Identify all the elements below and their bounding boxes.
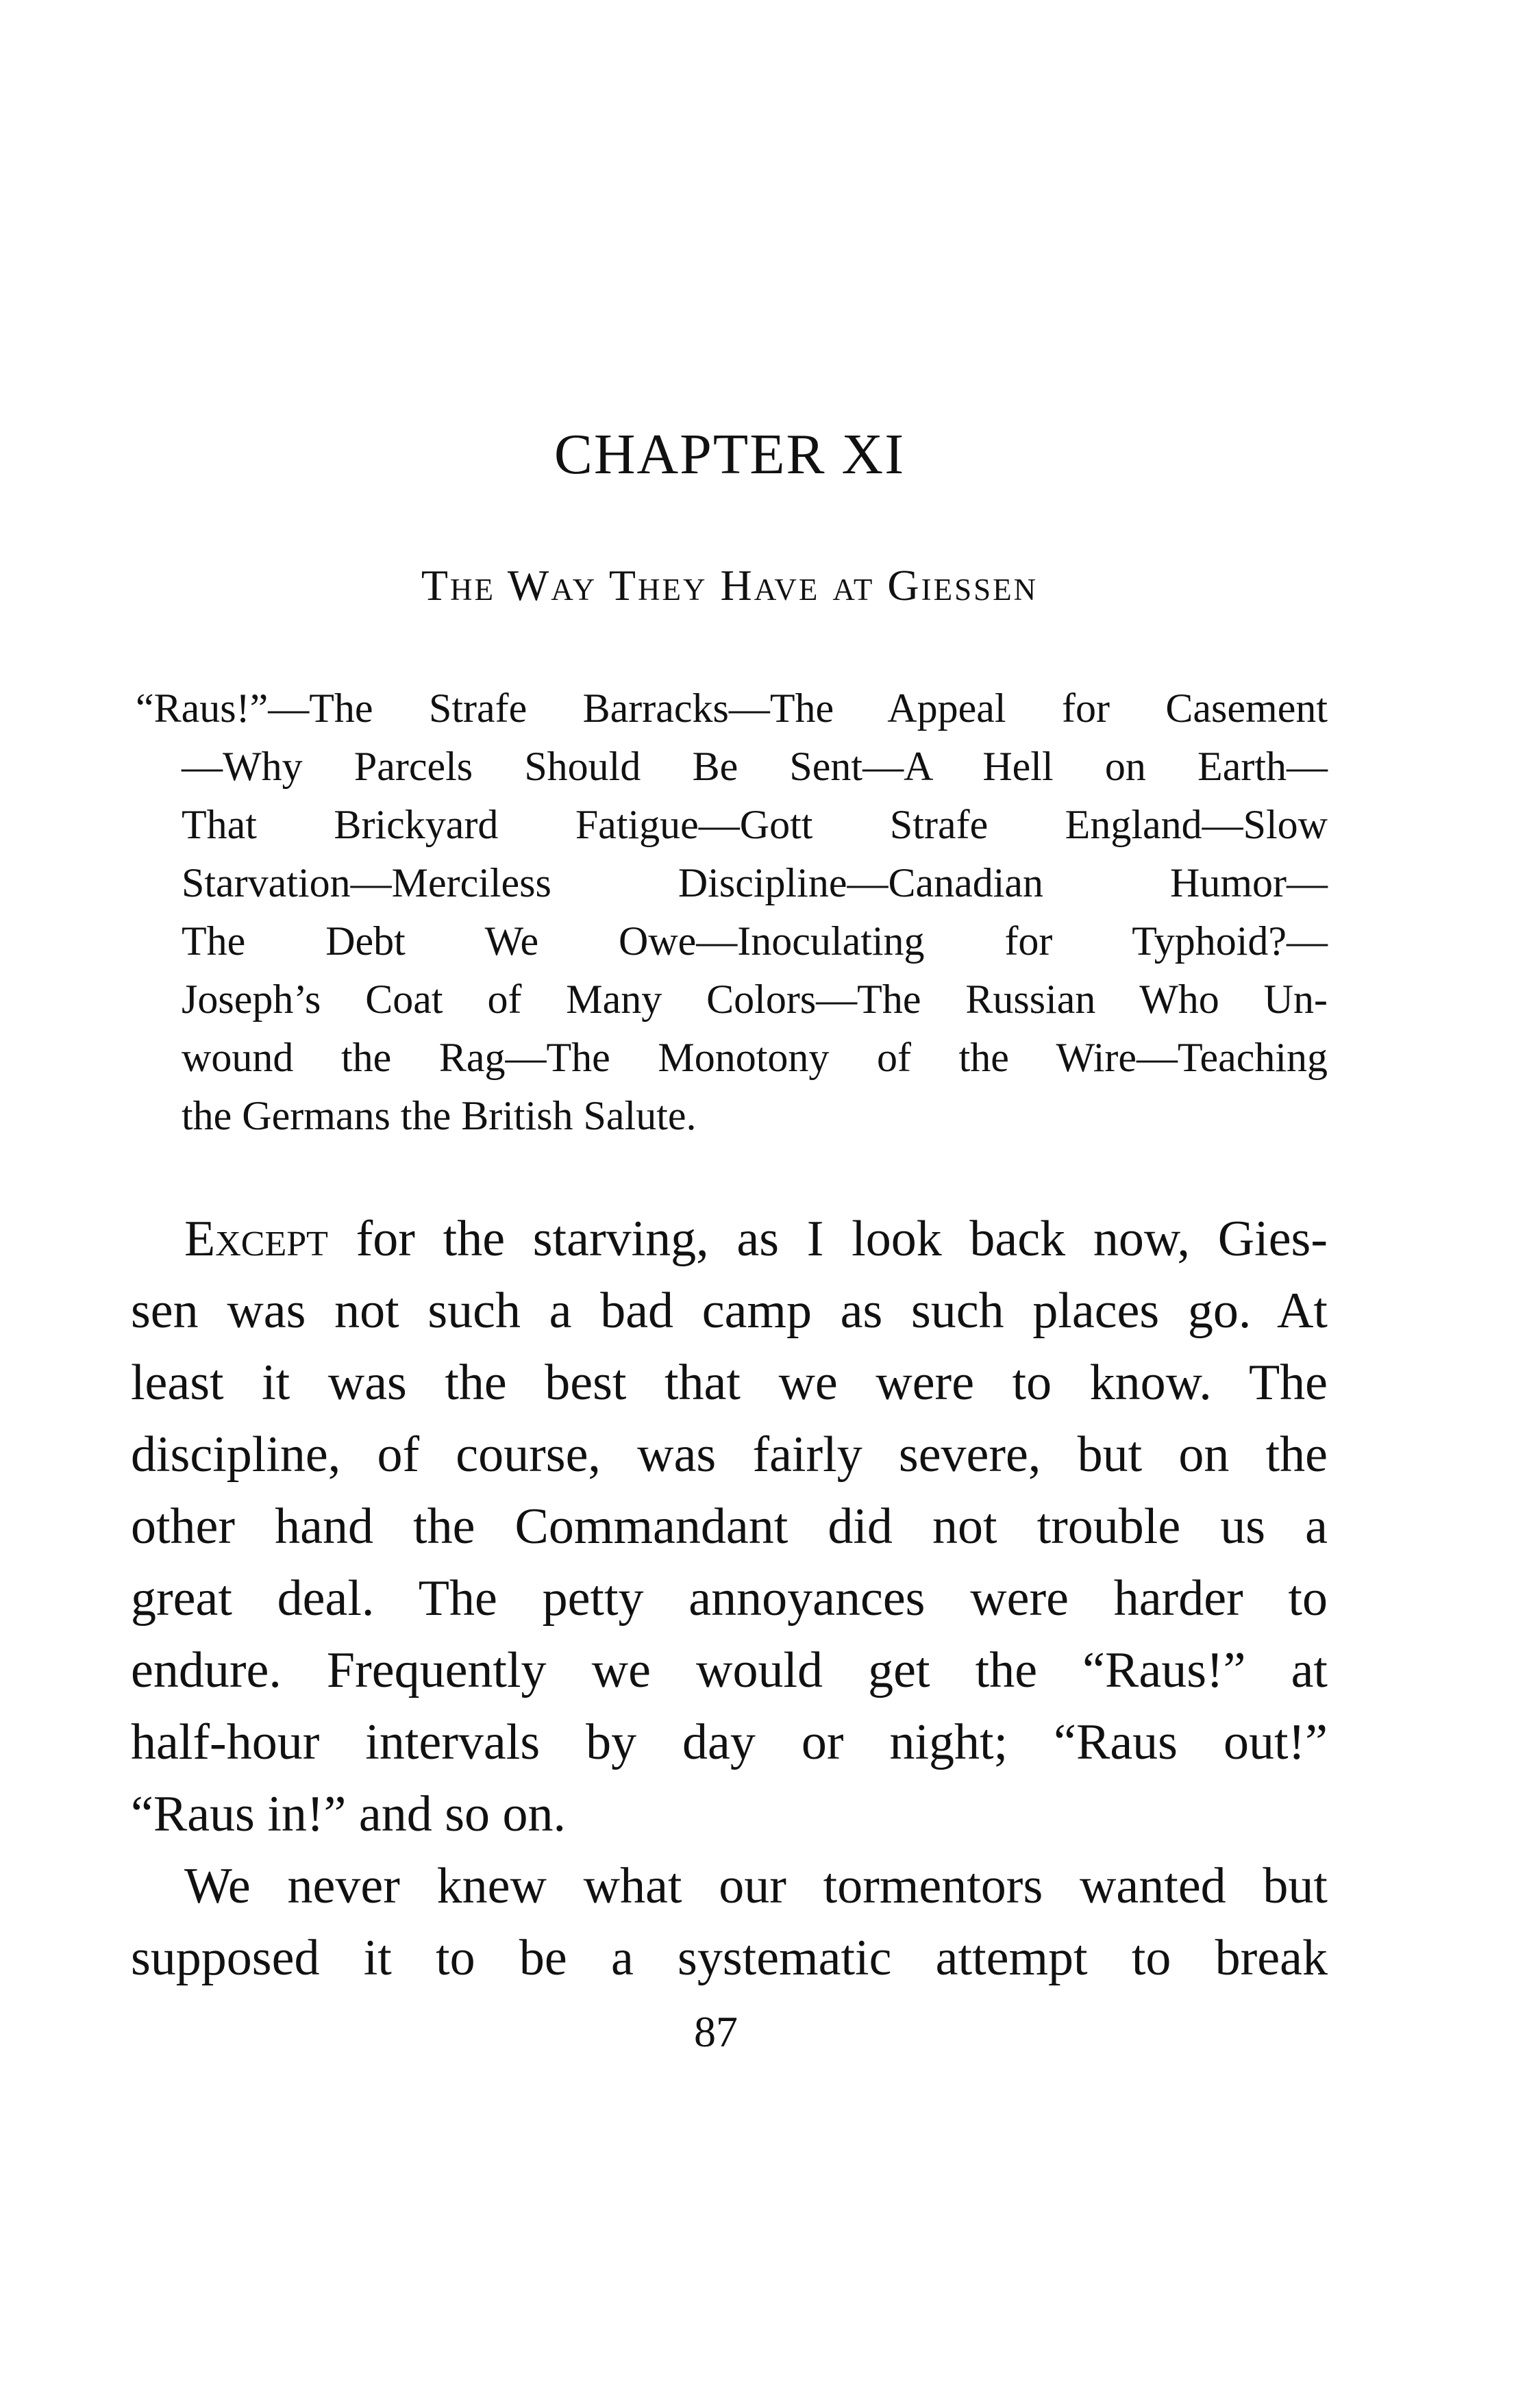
body-line: least it was the best that we were to know. The [131,1355,1328,1411]
synopsis-line: “Raus!”—The Strafe Barracks—The Appeal for Casement [136,686,1328,731]
body-text [131,1203,1328,1994]
drop-word: Except [184,1211,328,1267]
synopsis-line: Starvation—Merciless Discipline—Canadian Humor— [182,860,1328,905]
synopsis-line: Joseph’s Coat of Many Colors—The Russian Who Un- [182,977,1328,1022]
body-line: other hand the Commandant did not trouble us a [131,1498,1328,1555]
chapter-synopsis [136,679,1328,1145]
chapter-title: The Way They Have at Giessen [421,561,1039,610]
synopsis-line: —Why Parcels Should Be Sent—A Hell on Earth— [182,744,1328,789]
body-line-text: for the starving, as I look back now, Gies- [327,1211,1328,1267]
body-line: discipline, of course, was fairly severe, but on the [131,1427,1328,1483]
body-line: endure. Frequently we would get the “Raus!” at [131,1642,1328,1698]
body-line: supposed it to be a systematic attempt to break [131,1930,1328,1986]
body-line: “Raus in!” and so on. [131,1786,567,1842]
body-line: half-hour intervals by day or night; “Raus out!” [131,1714,1328,1770]
synopsis-line: wound the Rag—The Monotony of the Wire—Teaching [182,1035,1328,1080]
body-line: sen was not such a bad camp as such places go. At [131,1283,1328,1339]
body-line: We never knew what our tormentors wanted but [184,1858,1328,1914]
synopsis-line: the Germans the British Salute. [182,1093,697,1138]
synopsis-line: The Debt We Owe—Inoculating for Typhoid?— [182,918,1328,964]
chapter-heading: CHAPTER XI [554,423,906,486]
page-number: 87 [694,2007,738,2056]
body-line [131,1203,1328,1275]
synopsis-line: That Brickyard Fatigue—Gott Strafe England—Slow [182,802,1328,847]
body-line: great deal. The petty annoyances were harder to [131,1570,1328,1627]
